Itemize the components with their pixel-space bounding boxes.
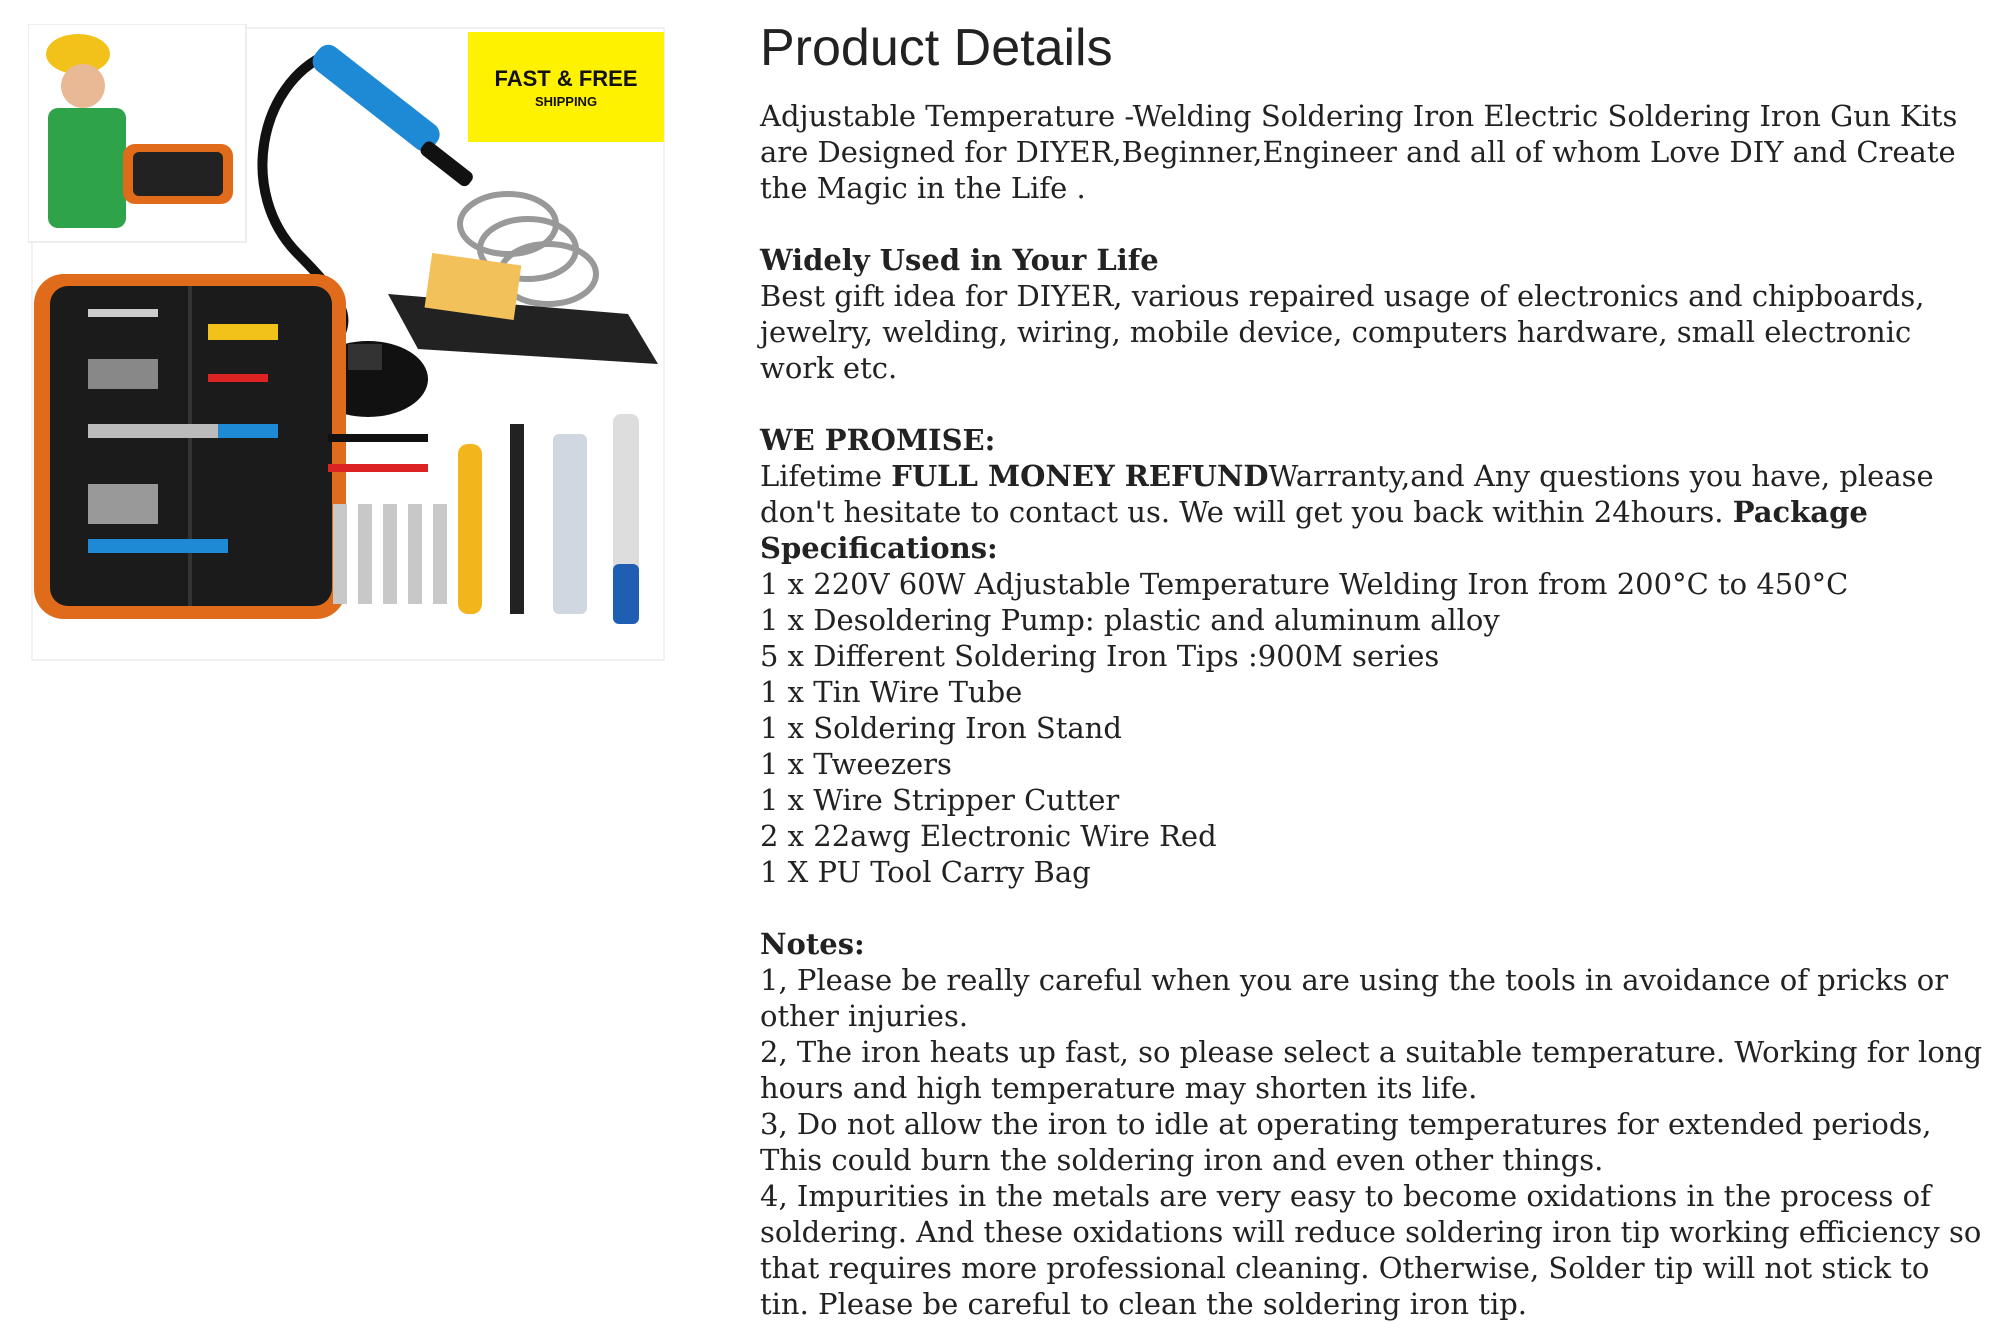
promise-lead: Lifetime (760, 459, 892, 493)
package-item: 1 x 220V 60W Adjustable Temperature Welding Iron from 200°C to 450°C (760, 567, 1849, 601)
shipping-badge (468, 32, 664, 142)
package-item: 1 x Soldering Iron Stand (760, 711, 1122, 745)
package-item: 5 x Different Soldering Iron Tips :900M series (760, 639, 1440, 673)
badge-line1: FAST & FREE (494, 66, 638, 91)
product-details (760, 18, 1985, 1322)
soldering-kit-illustration (28, 24, 690, 679)
package-item: 1 x Tin Wire Tube (760, 675, 1023, 709)
package-item: 1 x Desoldering Pump: plastic and aluminum alloy (760, 603, 1500, 637)
widely-used-heading: Widely Used in Your Life (760, 243, 1159, 277)
promise-paragraph (760, 458, 1985, 566)
package-list (760, 566, 1985, 890)
package-item: 2 x 22awg Electronic Wire Red (760, 819, 1217, 853)
promise-text: Warranty,and Any questions you have, please don't hesitate to contact us. We will get you back within 24hours. (760, 459, 1934, 529)
product-image (28, 24, 690, 679)
note-item: 4, Impurities in the metals are very easy to become oxidations in the process of soldering. And these oxidations will reduce soldering iron tip working efficiency so that requires more professional cleaning. Otherwise, Solder tip will not stick to tin. Please be careful to clean the soldering iron tip. (760, 1179, 1982, 1321)
badge-line2: SHIPPING (534, 94, 598, 109)
note-item: 2, The iron heats up fast, so please select a suitable temperature. Working for long hours and high temperature may shorten its life. (760, 1035, 1983, 1105)
widely-used-text: Best gift idea for DIYER, various repaired usage of electronics and chipboards, jewelry, welding, wiring, mobile device, computers hardware, small electronic work etc. (760, 279, 1925, 385)
package-heading: Package Specifications: (760, 495, 1868, 565)
carry-bag (34, 274, 346, 619)
promise-heading: WE PROMISE: (760, 423, 996, 457)
notes-heading: Notes: (760, 927, 865, 961)
notes-list (760, 962, 1985, 1322)
note-item: 3, Do not allow the iron to idle at operating temperatures for extended periods, This could burn the soldering iron and even other things. (760, 1107, 1932, 1177)
worker-photo (28, 24, 246, 242)
package-item: 1 x Wire Stripper Cutter (760, 783, 1120, 817)
details-title: Product Details (760, 19, 1113, 77)
intro-text: Adjustable Temperature -Welding Soldering Iron Electric Soldering Iron Gun Kits are Designed for DIYER,Beginner,Engineer and all of whom Love DIY and Create the Magic in the Life . (760, 99, 1958, 205)
note-item: 1, Please be really careful when you are using the tools in avoidance of pricks or other injuries. (760, 963, 1949, 1033)
package-item: 1 x Tweezers (760, 747, 952, 781)
package-item: 1 X PU Tool Carry Bag (760, 855, 1091, 889)
promise-refund: FULL MONEY REFUND (891, 459, 1269, 493)
